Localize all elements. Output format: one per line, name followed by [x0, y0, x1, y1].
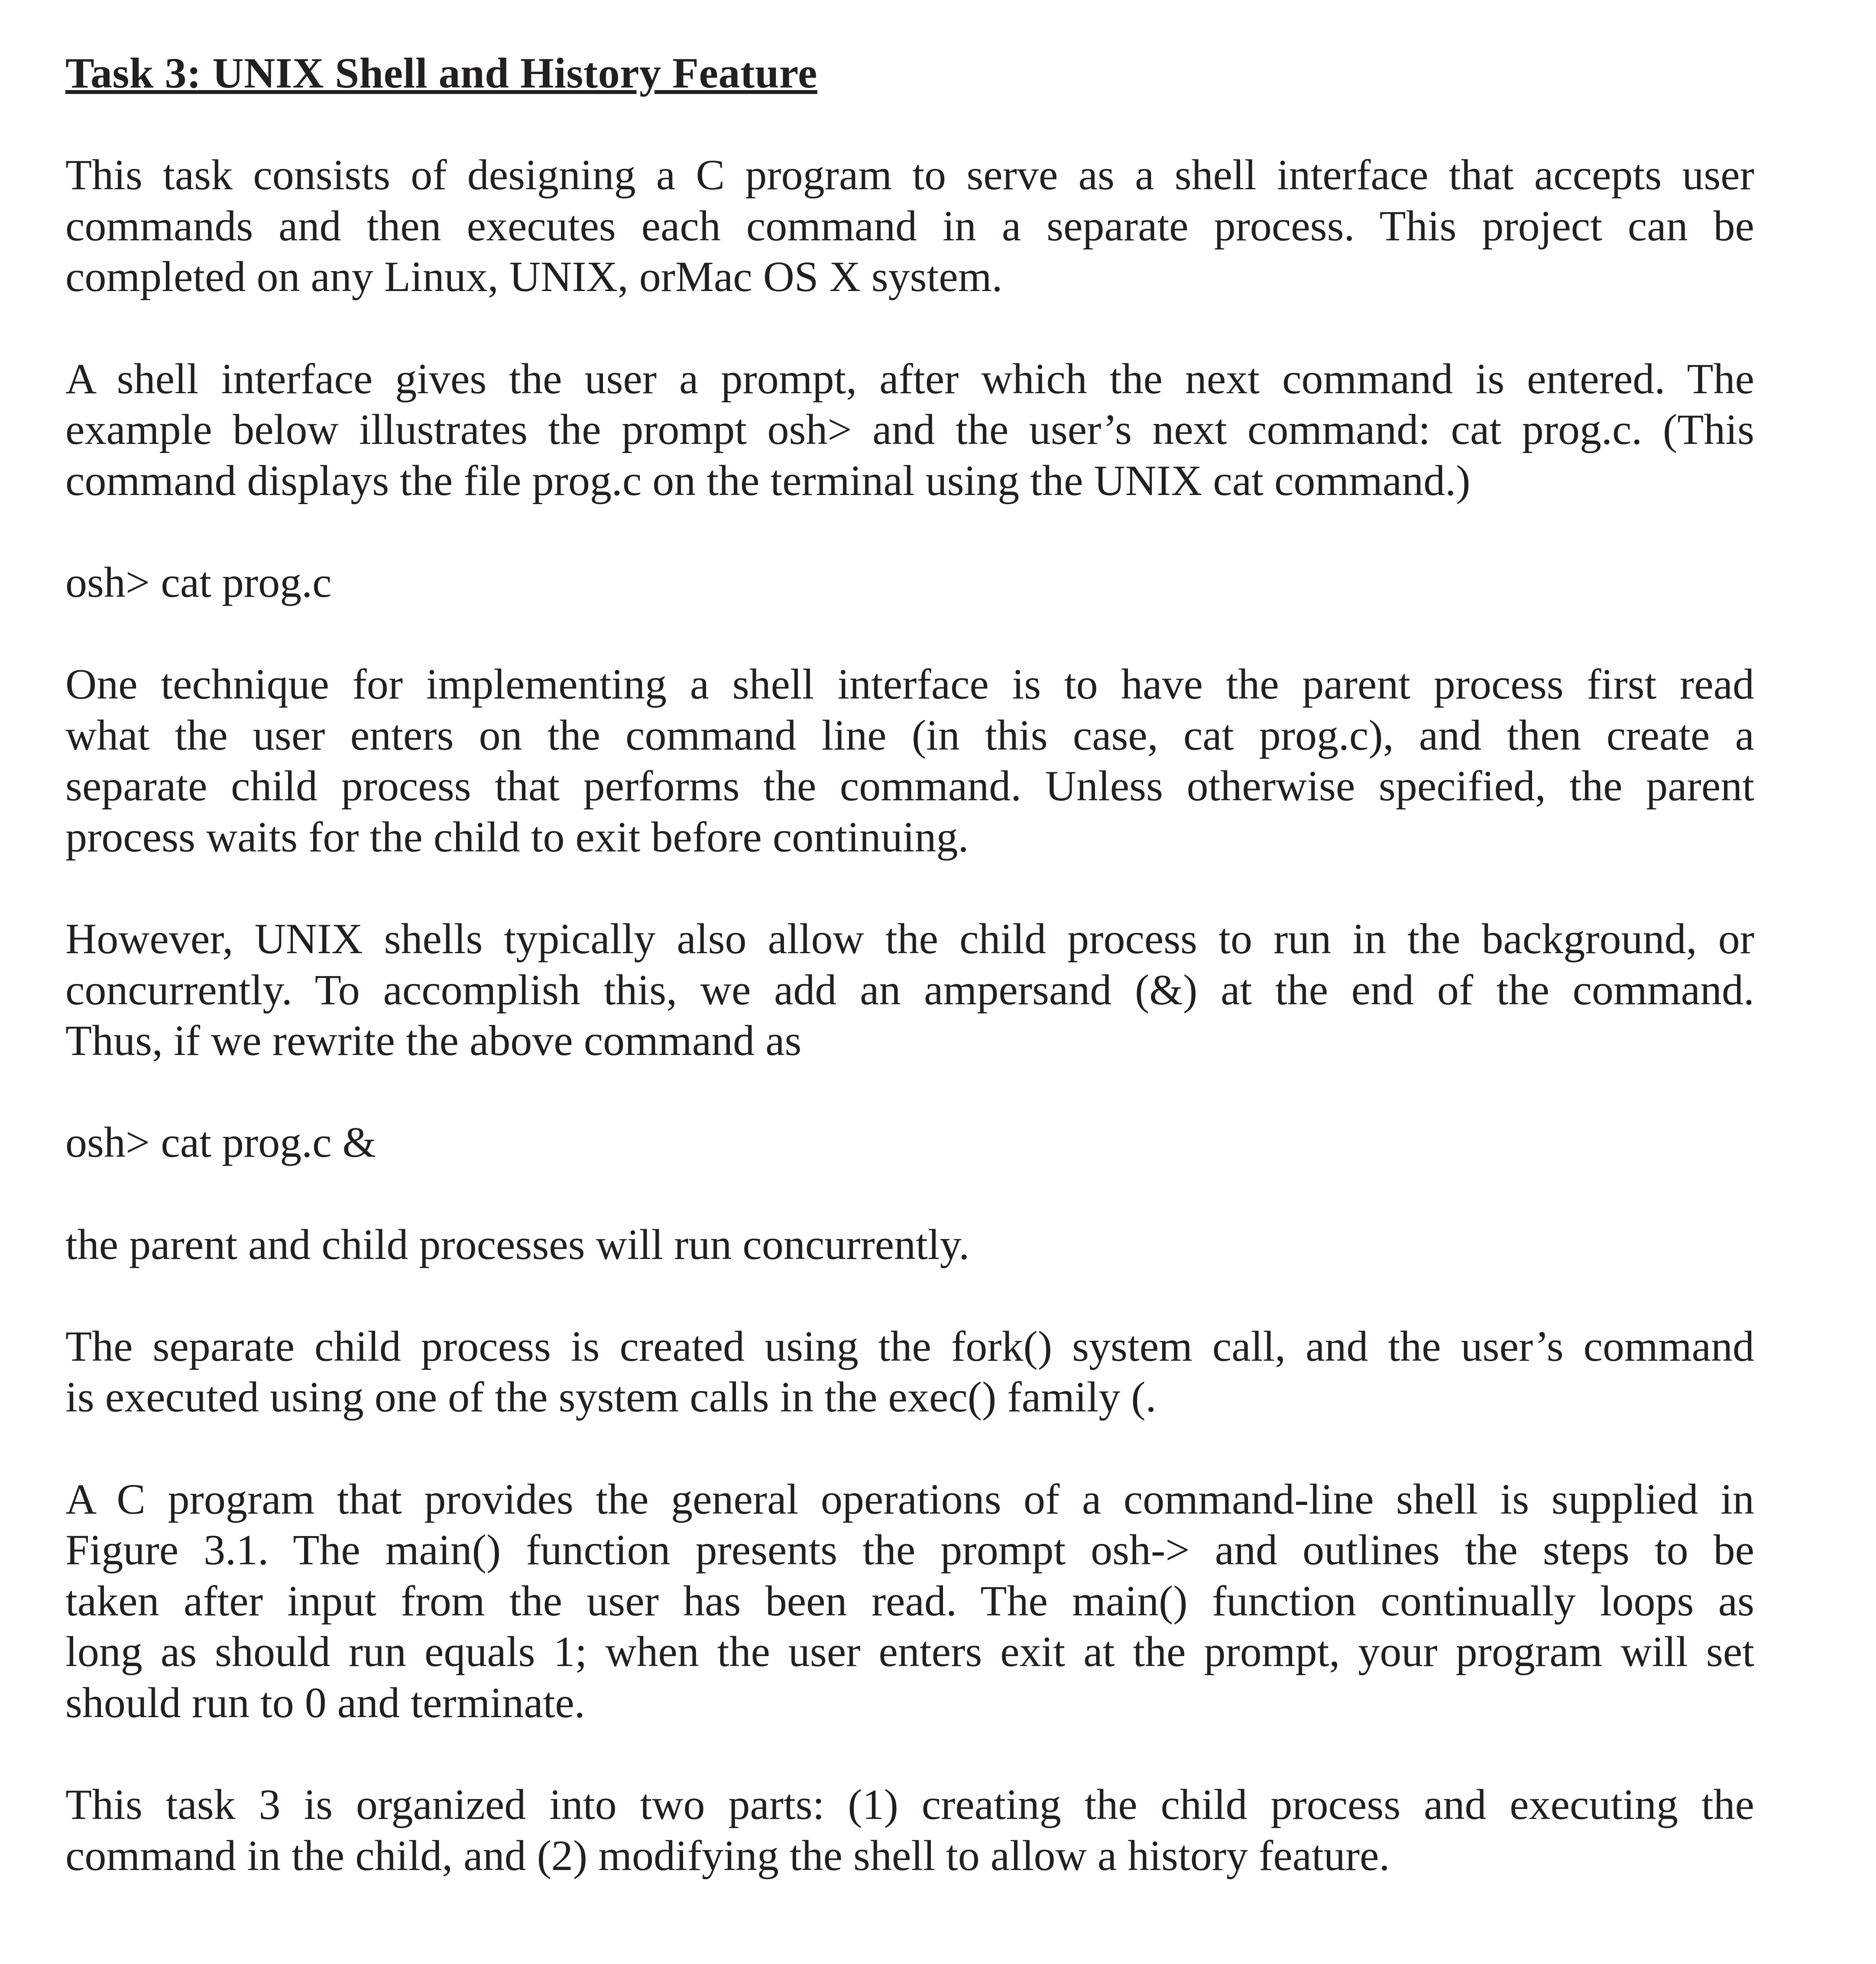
text-line: what the user enters on the command line (in this case, cat prog.c), and then create a	[65, 711, 1754, 759]
paragraph-intro	[65, 149, 1754, 302]
text-line: completed on any Linux, UNIX, orMac OS X system.	[65, 252, 1003, 301]
text-line: The separate child process is created using the fork() system call, and the user’s command	[65, 1322, 1754, 1370]
example-command-2	[65, 1117, 1754, 1168]
text-line: A shell interface gives the user a prompt, after which the next command is entered. The	[65, 354, 1754, 403]
text-line: A C program that provides the general operations of a command-line shell is supplied in	[65, 1475, 1754, 1523]
text-line: This task consists of designing a C program to serve as a shell interface that accepts user	[65, 151, 1754, 199]
text-line: long as should run equals 1; when the user enters exit at the prompt, your program will set	[65, 1627, 1754, 1676]
paragraph-fork-exec	[65, 1321, 1754, 1423]
text-line: should run to 0 and terminate.	[65, 1679, 585, 1727]
text-line: process waits for the child to exit before continuing.	[65, 812, 969, 861]
text-line: However, UNIX shells typically also allow the child process to run in the background, or	[65, 915, 1754, 963]
example-command-1	[65, 557, 1754, 608]
text-line: example below illustrates the prompt osh> and the user’s next command: cat prog.c. (This	[65, 405, 1754, 454]
text-line: Figure 3.1. The main() function presents the prompt osh-> and outlines the steps to be	[65, 1526, 1754, 1574]
command-example: osh> cat prog.c &	[65, 1118, 376, 1167]
text-line: command in the child, and (2) modifying the shell to allow a history feature.	[65, 1831, 1390, 1880]
text-line: commands and then executes each command in a separate process. This project can be	[65, 201, 1754, 250]
paragraph-organization	[65, 1779, 1754, 1881]
page-title-text: Task 3: UNIX Shell and History Feature	[65, 49, 817, 97]
document-body	[65, 48, 1754, 1932]
paragraph-figure-reference	[65, 1474, 1754, 1728]
command-example: osh> cat prog.c	[65, 558, 332, 606]
text-line: Thus, if we rewrite the above command as	[65, 1016, 802, 1065]
spacer	[65, 99, 1754, 150]
paragraph-technique	[65, 659, 1754, 862]
text-line: concurrently. To accomplish this, we add an ampersand (&) at the end of the command.	[65, 965, 1754, 1014]
text-line: command displays the file prog.c on the terminal using the UNIX cat command.)	[65, 456, 1471, 505]
text-line: is executed using one of the system calls in the exec() family (.	[65, 1373, 1157, 1421]
paragraph-prompt-explanation	[65, 353, 1754, 506]
paragraph-concurrent	[65, 1219, 1754, 1270]
text-line: separate child process that performs the command. Unless otherwise specified, the parent	[65, 762, 1754, 810]
text-line: This task 3 is organized into two parts: (1) creating the child process and executing the	[65, 1780, 1754, 1829]
text-line: One technique for implementing a shell interface is to have the parent process first read	[65, 660, 1754, 709]
text-line: the parent and child processes will run concurrently.	[65, 1220, 970, 1268]
page-title	[65, 48, 1754, 99]
paragraph-background	[65, 913, 1754, 1066]
text-line: taken after input from the user has been read. The main() function continually loops as	[65, 1576, 1754, 1625]
